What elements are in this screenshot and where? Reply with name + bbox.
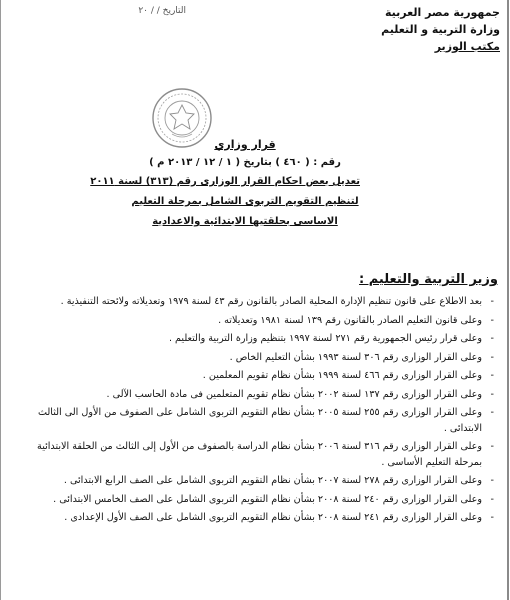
office-name: مكتب الوزير: [434, 40, 500, 53]
page-border-left: [0, 0, 1, 600]
page-border-right: [507, 0, 509, 600]
ministry-name: وزارة التربية و التعليم: [381, 23, 500, 36]
list-item: - وعلى قانون التعليم الصادر بالقانون رقم ١٣٩ لسنة ١٩٨١ وتعديلاته .: [24, 313, 494, 329]
list-item: - وعلى القرار الوزارى رقم ٣١٦ لسنة ٢٠٠٦ بشأن نظام الدراسة بالصفوف من الأول إلى الثالث من الحلقة الابتدائية بمرحلة التعليم الأساسى .: [24, 439, 494, 470]
list-item: - وعلى القرار الوزارى رقم ٢٧٨ لسنة ٢٠٠٧ بشأن نظام التقويم التربوى الشامل على الصف الرابع الابتدائى .: [24, 473, 494, 489]
list-item: - وعلى القرار الوزارى رقم ١٣٧ لسنة ٢٠٠٢ بشأن نظام تقويم المتعلمين فى مادة الحاسب الآلى .: [24, 387, 494, 403]
list-item: - وعلى القرار الوزارى رقم ٢٤٠ لسنة ٢٠٠٨ بشأن نظام التقويم التربوى الشامل على الصف الخامس الابتدائى .: [24, 492, 494, 508]
decree-number: رقم : ( ٤٦٠ ) بتاريخ ( ١ / ١٢ / ٢٠١٣ م ): [149, 157, 341, 168]
decree-title: قرار وزاري: [214, 138, 276, 151]
country-name: جمهورية مصر العربية: [385, 6, 500, 19]
list-item: - وعلى القرار الوزارى رقم ٣٠٦ لسنة ١٩٩٣ بشأن التعليم الخاص .: [24, 350, 494, 366]
decree-subject-line-1: تعديل بعض احكام القرار الوزارى رقم (٣١٣) لسنة ٢٠١١: [90, 176, 360, 187]
decree-subject-line-3: الاساسى بحلقتيها الابتدائية والاعدادية: [152, 216, 338, 227]
list-item: - وعلى القرار الوزارى رقم ٤٦٦ لسنة ١٩٩٩ بشأن نظام تقويم المعلمين .: [24, 368, 494, 384]
list-item: - وعلى قرار رئيس الجمهورية رقم ٢٧١ لسنة ١٩٩٧ بتنظيم وزارة التربية والتعليم .: [24, 331, 494, 347]
decree-subject-line-2: لتنظيم التقويم التربوى الشامل بمرحلة التعليم: [131, 196, 359, 207]
minister-heading: وزير التربية والتعليم :: [359, 272, 498, 287]
list-item: - بعد الاطلاع على قانون تنظيم الإدارة المحلية الصادر بالقانون رقم ٤٣ لسنة ١٩٧٩ وتعديلاته ولائحته التنفيذية .: [24, 294, 494, 310]
preamble-list: [24, 294, 494, 529]
list-item: - وعلى القرار الوزارى رقم ٢٥٥ لسنة ٢٠٠٥ بشأن نظام التقويم التربوى الشامل على الصفوف من الأول الى الثالث الابتدائى .: [24, 405, 494, 436]
ministry-header: [350, 4, 500, 55]
list-item: - وعلى القرار الوزارى رقم ٢٤١ لسنة ٢٠٠٨ بشأن نظام التقويم التربوى الشامل على الصف الأول الإعدادى .: [24, 510, 494, 526]
date-line: التاريخ / / ٢٠: [138, 6, 186, 16]
decree-block: [90, 136, 360, 232]
